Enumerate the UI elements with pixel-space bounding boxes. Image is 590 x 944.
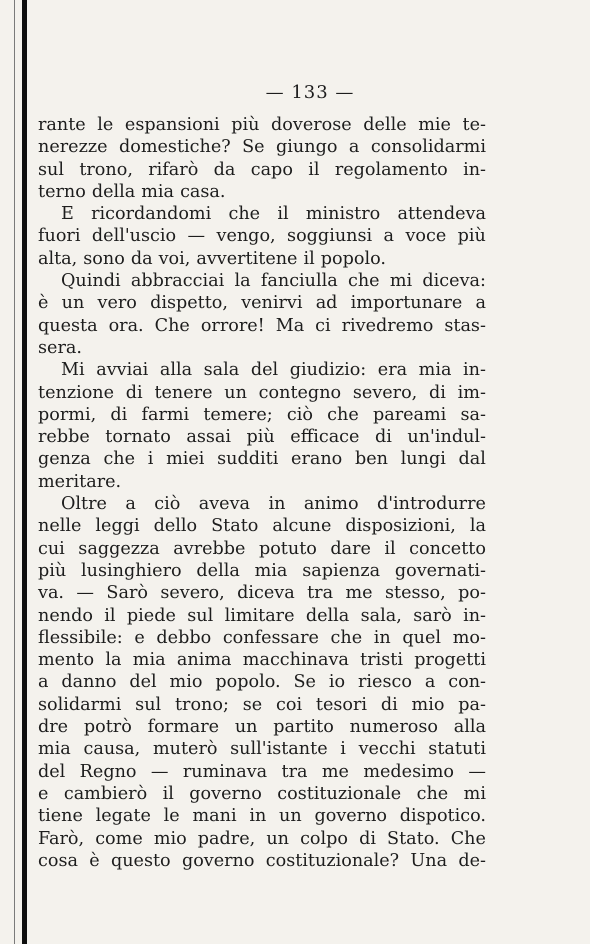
word: E <box>61 204 74 225</box>
word: numeroso <box>349 717 438 738</box>
word: da <box>130 248 153 269</box>
word: giudizio: <box>289 360 367 381</box>
word: avrebbe <box>173 538 246 559</box>
word: Che <box>154 315 190 336</box>
word: stesso, <box>384 583 446 604</box>
word: era <box>377 360 408 381</box>
text-line <box>38 248 486 270</box>
word: Sarò <box>106 583 148 604</box>
word: del <box>250 360 279 381</box>
text-line <box>38 181 486 203</box>
text-line <box>38 225 486 247</box>
word: mia <box>132 650 166 671</box>
word: nendo <box>38 605 93 626</box>
word: importunare <box>350 293 463 314</box>
word: a <box>424 672 436 693</box>
word: Stato. <box>387 828 440 849</box>
text-line <box>38 538 486 560</box>
word: progetti <box>414 650 486 671</box>
word: sala <box>203 360 240 381</box>
word: di <box>429 382 446 403</box>
word: d'introdurre <box>376 494 486 515</box>
word: governo <box>314 806 388 827</box>
word: terno <box>38 181 86 202</box>
word: ci <box>315 315 331 336</box>
word: muterò <box>152 739 218 760</box>
word: danno <box>61 672 117 693</box>
word: im- <box>457 382 486 403</box>
word: alcune <box>272 516 332 537</box>
word: tra <box>281 761 308 782</box>
word: Se <box>242 137 265 158</box>
word: e <box>38 783 49 804</box>
word: nerezze <box>38 137 108 158</box>
text-line <box>38 515 486 537</box>
word: pormi, <box>38 404 97 425</box>
word: diceva <box>237 583 295 604</box>
word: il <box>162 783 174 804</box>
word: Mi <box>61 360 85 381</box>
word: più <box>457 226 486 247</box>
word: costituzionale? <box>265 850 400 871</box>
word: il <box>277 204 289 225</box>
word: è <box>89 850 100 871</box>
word: padre, <box>197 828 256 849</box>
text-line <box>38 203 486 225</box>
word: — <box>468 761 486 782</box>
word: meritare. <box>38 471 122 492</box>
word: sudditi <box>217 449 279 470</box>
word: il <box>384 538 396 559</box>
word: formare <box>147 717 220 738</box>
text-line <box>38 471 486 493</box>
word: alta, <box>38 248 78 269</box>
word: che <box>416 783 449 804</box>
word: in- <box>463 360 486 381</box>
word: governo <box>189 783 262 804</box>
word: consolidarmi <box>370 137 486 158</box>
word: temere; <box>203 404 273 425</box>
word: Una <box>410 850 448 871</box>
word: espansioni <box>124 115 220 135</box>
word: sono <box>83 248 125 269</box>
word: la <box>105 650 122 671</box>
word: in <box>249 806 267 827</box>
word: di <box>110 404 128 425</box>
word: potuto <box>258 538 317 559</box>
page-number: — 133 — <box>265 82 355 103</box>
word: — <box>76 583 95 604</box>
word: pa- <box>458 694 486 715</box>
word: me <box>345 583 373 604</box>
word: voi, <box>158 248 191 269</box>
text-line <box>38 426 486 448</box>
word: di <box>374 427 392 448</box>
word: il <box>303 248 315 269</box>
word: a <box>125 494 136 515</box>
page-edge-line <box>14 0 15 944</box>
word: mia <box>254 560 288 581</box>
word: casa. <box>180 181 226 202</box>
word: leggi <box>95 516 140 537</box>
word: voce <box>405 226 447 247</box>
word: a <box>348 137 360 158</box>
text-line <box>38 805 486 827</box>
text-line <box>38 114 486 136</box>
word: popolo. <box>320 248 386 269</box>
word: mo- <box>452 627 486 648</box>
text-line <box>38 582 486 604</box>
word: abbracciai <box>130 271 225 292</box>
word: trono; <box>174 694 229 715</box>
word: con- <box>448 672 486 693</box>
word: le <box>97 115 114 135</box>
word: fanciulla <box>260 271 338 292</box>
word: in <box>268 494 286 515</box>
word: lusinghiero <box>81 560 182 581</box>
word: mia <box>141 181 175 202</box>
word: un <box>266 828 289 849</box>
word: vengo, <box>216 226 276 247</box>
text-line <box>38 716 486 738</box>
word: — <box>187 226 206 247</box>
word: rifarò <box>148 159 199 180</box>
word: sul <box>187 605 214 626</box>
word: confessare <box>222 627 319 648</box>
word: domestiche? <box>118 137 231 158</box>
word: rebbe <box>38 427 90 448</box>
word: te- <box>462 115 486 135</box>
word: un <box>61 293 85 314</box>
text-line <box>38 560 486 582</box>
word: anima <box>176 650 232 671</box>
word: efficace <box>290 427 360 448</box>
word: sull'istante <box>230 739 328 760</box>
word: trono, <box>79 159 133 180</box>
body-text <box>38 114 486 872</box>
word: limitare <box>224 605 295 626</box>
word: più <box>231 115 260 135</box>
word: tra <box>307 583 334 604</box>
word: orrore! <box>200 315 265 336</box>
word: severo, <box>352 382 418 403</box>
word: della <box>91 181 136 202</box>
text-line <box>38 448 486 470</box>
word: alla <box>453 717 486 738</box>
word: popolo. <box>215 672 281 693</box>
word: la <box>234 271 251 292</box>
word: Quindi <box>61 271 121 292</box>
word: mio <box>411 694 445 715</box>
word: coi <box>276 694 303 715</box>
word: cosa <box>38 850 78 871</box>
word: ben <box>354 449 388 470</box>
word: — <box>150 761 169 782</box>
word: di <box>359 828 376 849</box>
word: di <box>125 382 143 403</box>
word: doverose <box>271 115 352 135</box>
text-line <box>38 382 486 404</box>
word: un <box>279 806 302 827</box>
word: un <box>234 717 258 738</box>
word: Stato <box>211 516 259 537</box>
word: tenzione <box>38 382 115 403</box>
word: a <box>38 672 49 693</box>
word: contegno <box>258 382 342 403</box>
word: tristi <box>360 650 403 671</box>
word: partito <box>273 717 334 738</box>
word: stas- <box>444 315 486 336</box>
word: statuti <box>428 739 486 760</box>
word: le <box>163 806 180 827</box>
word: alla <box>159 360 193 381</box>
text-line <box>38 761 486 783</box>
word: va. <box>38 583 65 604</box>
word: soggiunsi <box>287 226 373 247</box>
word: che <box>348 271 380 292</box>
word: questo <box>110 850 171 871</box>
word: in <box>373 627 391 648</box>
text-line <box>38 783 486 805</box>
text-line <box>38 850 486 872</box>
word: medesimo <box>363 761 455 782</box>
text-line <box>38 649 486 671</box>
word: disposizioni, <box>345 516 456 537</box>
word: sarò <box>413 605 452 626</box>
word: questa <box>38 315 98 336</box>
text-line <box>38 359 486 381</box>
word: ad <box>315 293 338 314</box>
text-line <box>38 694 486 716</box>
word: diceva: <box>422 271 486 292</box>
word: mio <box>153 828 187 849</box>
word: ciò <box>154 494 181 515</box>
word: debbo <box>156 627 212 648</box>
word: da <box>213 159 236 180</box>
word: è <box>38 293 49 314</box>
word: a <box>383 226 395 247</box>
word: dell'uscio <box>91 226 177 247</box>
word: mio <box>169 672 203 693</box>
text-line <box>38 493 486 515</box>
word: mani <box>192 806 237 827</box>
word: mi <box>389 271 413 292</box>
word: Oltre <box>61 494 107 515</box>
word: me <box>321 761 349 782</box>
word: colpo <box>300 828 348 849</box>
text-line <box>38 315 486 337</box>
word: miei <box>166 449 205 470</box>
word: rivedremo <box>341 315 434 336</box>
word: i <box>147 449 154 470</box>
word: dre <box>38 717 69 738</box>
word: ora. <box>108 315 144 336</box>
word: un <box>224 382 247 403</box>
word: nelle <box>38 516 82 537</box>
word: costituzionale <box>277 783 402 804</box>
word: come <box>95 828 143 849</box>
word: aveva <box>198 494 251 515</box>
word: legate <box>95 806 151 827</box>
text-line <box>38 270 486 292</box>
word: fuori <box>38 226 81 247</box>
word: ministro <box>305 204 381 225</box>
word: severo, <box>160 583 225 604</box>
word: cui <box>38 538 65 559</box>
word: ricordandomi <box>91 204 212 225</box>
text-line <box>38 738 486 760</box>
word: più <box>38 560 67 581</box>
word: e <box>134 627 145 648</box>
word: ruminava <box>182 761 268 782</box>
word: piede <box>126 605 176 626</box>
text-line <box>38 337 486 359</box>
word: farmi <box>141 404 190 425</box>
word: Che <box>450 828 486 849</box>
text-line <box>38 828 486 850</box>
word: Regno <box>79 761 137 782</box>
word: del <box>38 761 66 782</box>
word: venirvi <box>241 293 303 314</box>
word: a <box>475 293 486 314</box>
word: del <box>129 672 157 693</box>
word: io <box>328 672 346 693</box>
word: sera. <box>38 337 82 358</box>
text-line <box>38 404 486 426</box>
word: pareami <box>372 404 447 425</box>
word: flessibile: <box>38 627 123 648</box>
word: tornato <box>105 427 171 448</box>
word: un'indul- <box>407 427 486 448</box>
word: la <box>469 516 486 537</box>
word: regolamento <box>334 159 448 180</box>
word: concetto <box>409 538 486 559</box>
word: po- <box>458 583 486 604</box>
word: sul <box>38 159 64 180</box>
word: macchinava <box>242 650 349 671</box>
text-line <box>38 605 486 627</box>
word: il <box>104 605 116 626</box>
word: quel <box>402 627 442 648</box>
word: Farò, <box>38 828 85 849</box>
word: sala, <box>360 605 402 626</box>
word: mento <box>38 650 95 671</box>
word: cambierò <box>63 783 148 804</box>
word: animo <box>303 494 359 515</box>
word: avvertitene <box>196 248 298 269</box>
text-line <box>38 159 486 181</box>
word: de- <box>458 850 486 871</box>
text-line <box>38 292 486 314</box>
word: in- <box>463 605 486 626</box>
word: mie <box>418 115 451 135</box>
word: delle <box>363 115 407 135</box>
word: governati- <box>394 560 486 581</box>
word: genza <box>38 449 91 470</box>
word: avviai <box>96 360 149 381</box>
word: più <box>246 427 275 448</box>
word: solidarmi <box>38 694 122 715</box>
word: riesco <box>358 672 412 693</box>
word: dello <box>153 516 198 537</box>
word: potrò <box>83 717 132 738</box>
word: di <box>380 694 398 715</box>
text-line <box>38 671 486 693</box>
word: sa- <box>460 404 486 425</box>
word: lungi <box>400 449 446 470</box>
word: della <box>196 560 240 581</box>
word: saggezza <box>78 538 160 559</box>
word: i <box>340 739 346 760</box>
word: capo <box>250 159 293 180</box>
word: dare <box>330 538 371 559</box>
word: che <box>228 204 261 225</box>
word: dispetto, <box>150 293 228 314</box>
word: vecchi <box>358 739 416 760</box>
word: che <box>103 449 136 470</box>
word: tesori <box>315 694 368 715</box>
word: attendeva <box>397 204 486 225</box>
word: governo <box>181 850 255 871</box>
word: Ma <box>275 315 305 336</box>
text-line <box>38 136 486 158</box>
word: che <box>327 404 359 425</box>
word: rante <box>38 115 86 135</box>
word: sapienza <box>302 560 381 581</box>
word: vero <box>97 293 137 314</box>
word: della <box>305 605 350 626</box>
binding-edge <box>22 0 27 944</box>
word: tenere <box>154 382 213 403</box>
word: erano <box>291 449 343 470</box>
text-line <box>38 627 486 649</box>
word: mia <box>38 739 71 760</box>
word: causa, <box>83 739 141 760</box>
word: dispotico. <box>399 806 486 827</box>
word: che <box>330 627 363 648</box>
word: ciò <box>286 404 313 425</box>
word: mi <box>463 783 486 804</box>
word: giungo <box>276 137 338 158</box>
word: sul <box>135 694 162 715</box>
word: in- <box>463 159 486 180</box>
word: tiene <box>38 806 83 827</box>
word: mia <box>418 360 452 381</box>
word: assai <box>186 427 232 448</box>
word: Se <box>293 672 316 693</box>
word: se <box>242 694 263 715</box>
word: dal <box>458 449 486 470</box>
word: il <box>308 159 320 180</box>
